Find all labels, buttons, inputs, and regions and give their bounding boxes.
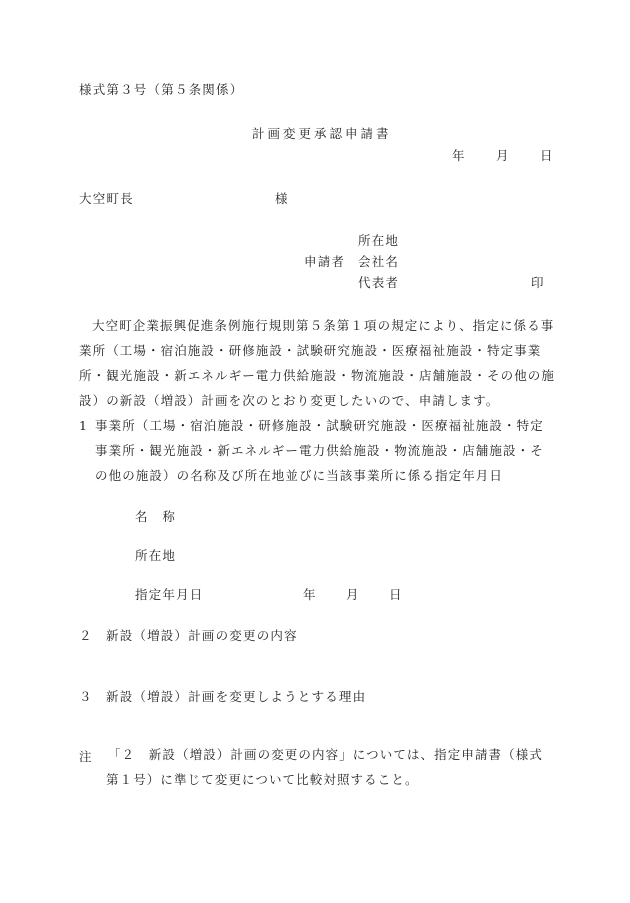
applicant-address-label: 所在地 — [358, 233, 400, 248]
item-3-number: ３ — [79, 689, 92, 704]
field-date-year: 年 — [303, 587, 316, 602]
applicant-label: 申請者 — [304, 254, 346, 269]
item-2-number: ２ — [79, 628, 92, 643]
field-date-month: 月 — [346, 587, 359, 602]
date-day: 日 — [540, 148, 553, 163]
seal-mark: 印 — [531, 275, 544, 290]
applicant-company-label: 会社名 — [358, 254, 400, 269]
form-label: 様式第３号（第５条関係） — [79, 82, 244, 97]
body-paragraph: 大空町企業振興促進条例施行規則第５条第１項の規定により、指定に係る事業所（工場・宿泊施設・研修施設・試験研究施設・医療福祉施設・特定事業所・観光施設・新エネルギー電力供給施設・物流施設・店舗施設・その他の施設）の新設（増設）計画を次のとおり変更したいので、申請します。 — [79, 318, 556, 408]
field-date-day: 日 — [389, 587, 402, 602]
addressee-honorific: 様 — [275, 191, 288, 206]
item-3-text: 新設（増設）計画を変更しようとする理由 — [106, 689, 367, 704]
item-1-number: 1 — [79, 418, 87, 433]
field-designation-date-label: 指定年月日 — [135, 587, 204, 602]
item-1-text: 事業所（工場・宿泊施設・研修施設・試験研究施設・医療福祉施設・特定事業所・観光施設・新エネルギー電力供給施設・物流施設・店舗施設・その他の施設）の名称及び所在地並びに当該事業所に係る指定年月日 — [95, 418, 544, 483]
note-label: 注 — [79, 749, 92, 764]
note-text: 「２ 新設（増設）計画の変更の内容」については、指定申請書（様式第１号）に準じて変更について比較対照すること。 — [106, 747, 543, 787]
applicant-representative-label: 代表者 — [358, 275, 400, 290]
item-2-text: 新設（増設）計画の変更の内容 — [106, 628, 298, 643]
field-name-label: 名 称 — [135, 509, 177, 524]
date-year: 年 — [452, 148, 465, 163]
addressee-name: 大空町長 — [79, 191, 134, 206]
page-title: 計画変更承認申請書 — [252, 126, 392, 141]
date-month: 月 — [496, 148, 509, 163]
field-address-label: 所在地 — [135, 548, 177, 563]
